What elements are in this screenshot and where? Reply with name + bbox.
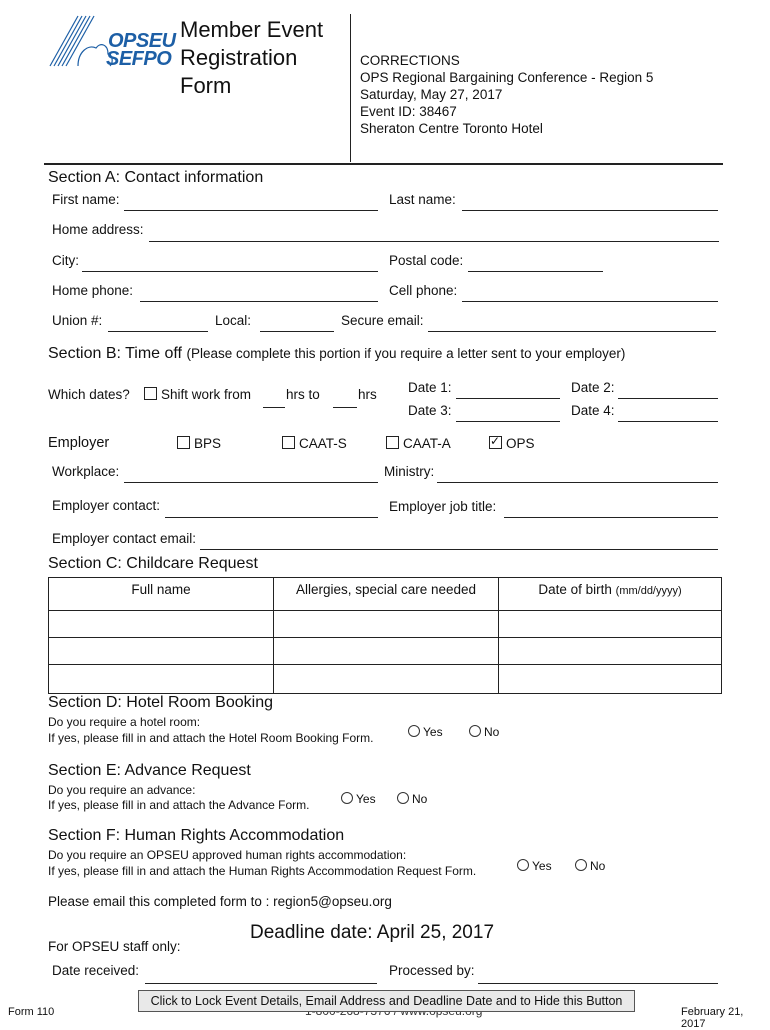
employer-contact-email-field[interactable]: [200, 549, 718, 550]
section-b-heading: [48, 345, 625, 363]
email-instruction: [48, 894, 392, 909]
shift-work-checkbox[interactable]: [144, 387, 157, 400]
advance-question: Do you require an advance:: [48, 783, 196, 797]
home-address-field[interactable]: [149, 241, 719, 242]
opseu-logo: [48, 14, 176, 70]
ops-label: OPS: [506, 436, 535, 451]
last-name-field[interactable]: [462, 210, 718, 211]
ministry-field[interactable]: [437, 482, 718, 483]
revision-date: February 21, 2017: [681, 1006, 744, 1030]
table-cell[interactable]: [49, 611, 274, 638]
section-a-title: Section A: Contact information: [48, 169, 264, 186]
event-detail-line: CORRECTIONS: [360, 53, 460, 68]
table-row: [49, 638, 722, 665]
advance-yes-radio[interactable]: [341, 792, 353, 804]
email-prompt: Please email this completed form to :: [48, 894, 270, 909]
employer-option-bps[interactable]: [177, 436, 221, 451]
processed-by-field[interactable]: [478, 983, 718, 984]
staff-only-label: For OPSEU staff only:: [48, 939, 181, 954]
childcare-table-header: [49, 578, 722, 611]
caat-a-checkbox[interactable]: [386, 436, 399, 449]
column-date-of-birth: [499, 578, 722, 611]
table-cell[interactable]: [499, 611, 722, 638]
accommodation-no-label: No: [590, 859, 606, 873]
table-cell[interactable]: [49, 665, 274, 694]
city-label: City:: [52, 253, 79, 268]
hotel-no-label: No: [484, 725, 500, 739]
shift-work-label: Shift work from: [161, 387, 252, 402]
secure-email-field[interactable]: [428, 331, 716, 332]
event-detail-line: OPS Regional Bargaining Conference - Region 5: [360, 70, 654, 85]
advance-no-label: No: [412, 792, 428, 806]
table-cell[interactable]: [499, 665, 722, 694]
date-4-label: Date 4:: [571, 403, 615, 418]
hrs-label: hrs: [358, 387, 377, 402]
date-4-field[interactable]: [618, 421, 718, 422]
secure-email-label: Secure email:: [341, 313, 424, 328]
employer-contact-label: Employer contact:: [52, 498, 161, 513]
union-number-label: Union #:: [52, 313, 103, 328]
employer-job-title-field[interactable]: [504, 517, 718, 518]
date-received-label: Date received:: [52, 963, 140, 978]
header-divider: [350, 14, 351, 162]
logo-text-en: OPSEU: [108, 30, 176, 52]
table-cell[interactable]: [274, 665, 499, 694]
local-field[interactable]: [260, 331, 334, 332]
event-detail-line: Sheraton Centre Toronto Hotel: [360, 121, 543, 136]
date-received-field[interactable]: [145, 983, 377, 984]
event-detail-line: Event ID: 38467: [360, 104, 457, 119]
workplace-field[interactable]: [124, 482, 378, 483]
date-2-label: Date 2:: [571, 380, 615, 395]
table-row: [49, 665, 722, 694]
workplace-label: Workplace:: [52, 464, 120, 479]
accommodation-yes-option[interactable]: [517, 859, 552, 873]
accommodation-question: Do you require an OPSEU approved human rights accommodation:: [48, 848, 407, 862]
section-b-title: Section B: Time off: [48, 345, 182, 362]
advance-instruction: If yes, please fill in and attach the Advance Form.: [48, 798, 310, 812]
hotel-yes-option[interactable]: [408, 725, 443, 739]
first-name-label: First name:: [52, 192, 120, 207]
accommodation-no-option[interactable]: [575, 859, 605, 873]
cell-phone-field[interactable]: [462, 301, 718, 302]
advance-yes-label: Yes: [356, 792, 376, 806]
city-field[interactable]: [82, 271, 378, 272]
first-name-field[interactable]: [124, 210, 378, 211]
hrs-to-label: hrs to: [286, 387, 320, 402]
union-number-field[interactable]: [108, 331, 208, 332]
form-number: Form 110: [8, 1006, 55, 1018]
table-cell[interactable]: [499, 638, 722, 665]
local-label: Local:: [215, 313, 252, 328]
hotel-instruction: If yes, please fill in and attach the Hotel Room Booking Form.: [48, 731, 374, 745]
accommodation-no-radio[interactable]: [575, 859, 587, 871]
employer-option-caat-s[interactable]: [282, 436, 347, 451]
postal-code-field[interactable]: [468, 271, 603, 272]
accommodation-instruction: If yes, please fill in and attach the Human Rights Accommodation Request Form.: [48, 864, 477, 878]
bps-label: BPS: [194, 436, 222, 451]
date-1-label: Date 1:: [408, 380, 452, 395]
home-phone-label: Home phone:: [52, 283, 134, 298]
hotel-question: Do you require a hotel room:: [48, 715, 201, 729]
hotel-yes-label: Yes: [423, 725, 443, 739]
home-phone-field[interactable]: [140, 301, 378, 302]
form-title-line: Form: [180, 73, 232, 98]
event-details: [360, 52, 653, 137]
home-address-label: Home address:: [52, 222, 144, 237]
postal-code-label: Postal code:: [389, 253, 464, 268]
processed-by-label: Processed by:: [389, 963, 475, 978]
ops-checkbox-checked[interactable]: [489, 436, 502, 449]
caat-s-checkbox[interactable]: [282, 436, 295, 449]
advance-no-option[interactable]: [397, 792, 427, 806]
employer-contact-field[interactable]: [165, 517, 378, 518]
section-d-title: Section D: Hotel Room Booking: [48, 694, 273, 711]
header-rule: [44, 163, 723, 165]
childcare-table: [48, 577, 722, 694]
employer-contact-email-label: Employer contact email:: [52, 531, 197, 546]
section-b-note: (Please complete this portion if you require a letter sent to your employer): [186, 346, 626, 361]
date-3-label: Date 3:: [408, 403, 452, 418]
ministry-label: Ministry:: [384, 464, 435, 479]
form-title-line: Member Event: [180, 17, 324, 42]
caat-s-label: CAAT-S: [299, 436, 347, 451]
form-title-line: Registration: [180, 45, 298, 70]
bps-checkbox[interactable]: [177, 436, 190, 449]
section-c-title: Section C: Childcare Request: [48, 555, 258, 572]
advance-yes-option[interactable]: [341, 792, 376, 806]
logo-text-fr: SEFPO: [106, 48, 172, 70]
table-row: [49, 611, 722, 638]
employer-option-caat-a[interactable]: [386, 436, 451, 451]
section-e-title: Section E: Advance Request: [48, 762, 251, 779]
last-name-label: Last name:: [389, 192, 456, 207]
caat-a-label: CAAT-A: [403, 436, 451, 451]
employer-option-ops[interactable]: [489, 436, 535, 451]
hotel-yes-radio[interactable]: [408, 725, 420, 737]
deadline-date: Deadline date: April 25, 2017: [250, 922, 495, 943]
date-3-field[interactable]: [456, 421, 560, 422]
employer-job-title-label: Employer job title:: [389, 499, 497, 514]
form-title: [180, 16, 323, 100]
hotel-no-option[interactable]: [469, 725, 499, 739]
event-detail-line: Saturday, May 27, 2017: [360, 87, 503, 102]
accommodation-yes-radio[interactable]: [517, 859, 529, 871]
column-full-name: Full name: [49, 578, 274, 611]
dob-format: (mm/dd/yyyy): [615, 585, 682, 597]
date-2-field[interactable]: [618, 398, 718, 399]
column-allergies: Allergies, special care needed: [274, 578, 499, 611]
table-cell[interactable]: [274, 611, 499, 638]
accommodation-yes-label: Yes: [532, 859, 552, 873]
date-1-field[interactable]: [456, 398, 560, 399]
shift-end-field[interactable]: [333, 407, 357, 408]
which-dates-label: Which dates?: [48, 387, 130, 402]
dob-label: Date of birth: [538, 582, 612, 597]
table-cell[interactable]: [49, 638, 274, 665]
employer-label: Employer: [48, 435, 110, 451]
shift-start-field[interactable]: [263, 407, 285, 408]
table-cell[interactable]: [274, 638, 499, 665]
cell-phone-label: Cell phone:: [389, 283, 458, 298]
shift-work-option: [144, 387, 251, 402]
lock-event-details-button[interactable]: Click to Lock Event Details, Email Address and Deadline Date and to Hide this Button: [138, 990, 635, 1012]
submission-email[interactable]: region5@opseu.org: [273, 894, 392, 909]
hotel-no-radio[interactable]: [469, 725, 481, 737]
section-f-title: Section F: Human Rights Accommodation: [48, 827, 345, 844]
advance-no-radio[interactable]: [397, 792, 409, 804]
